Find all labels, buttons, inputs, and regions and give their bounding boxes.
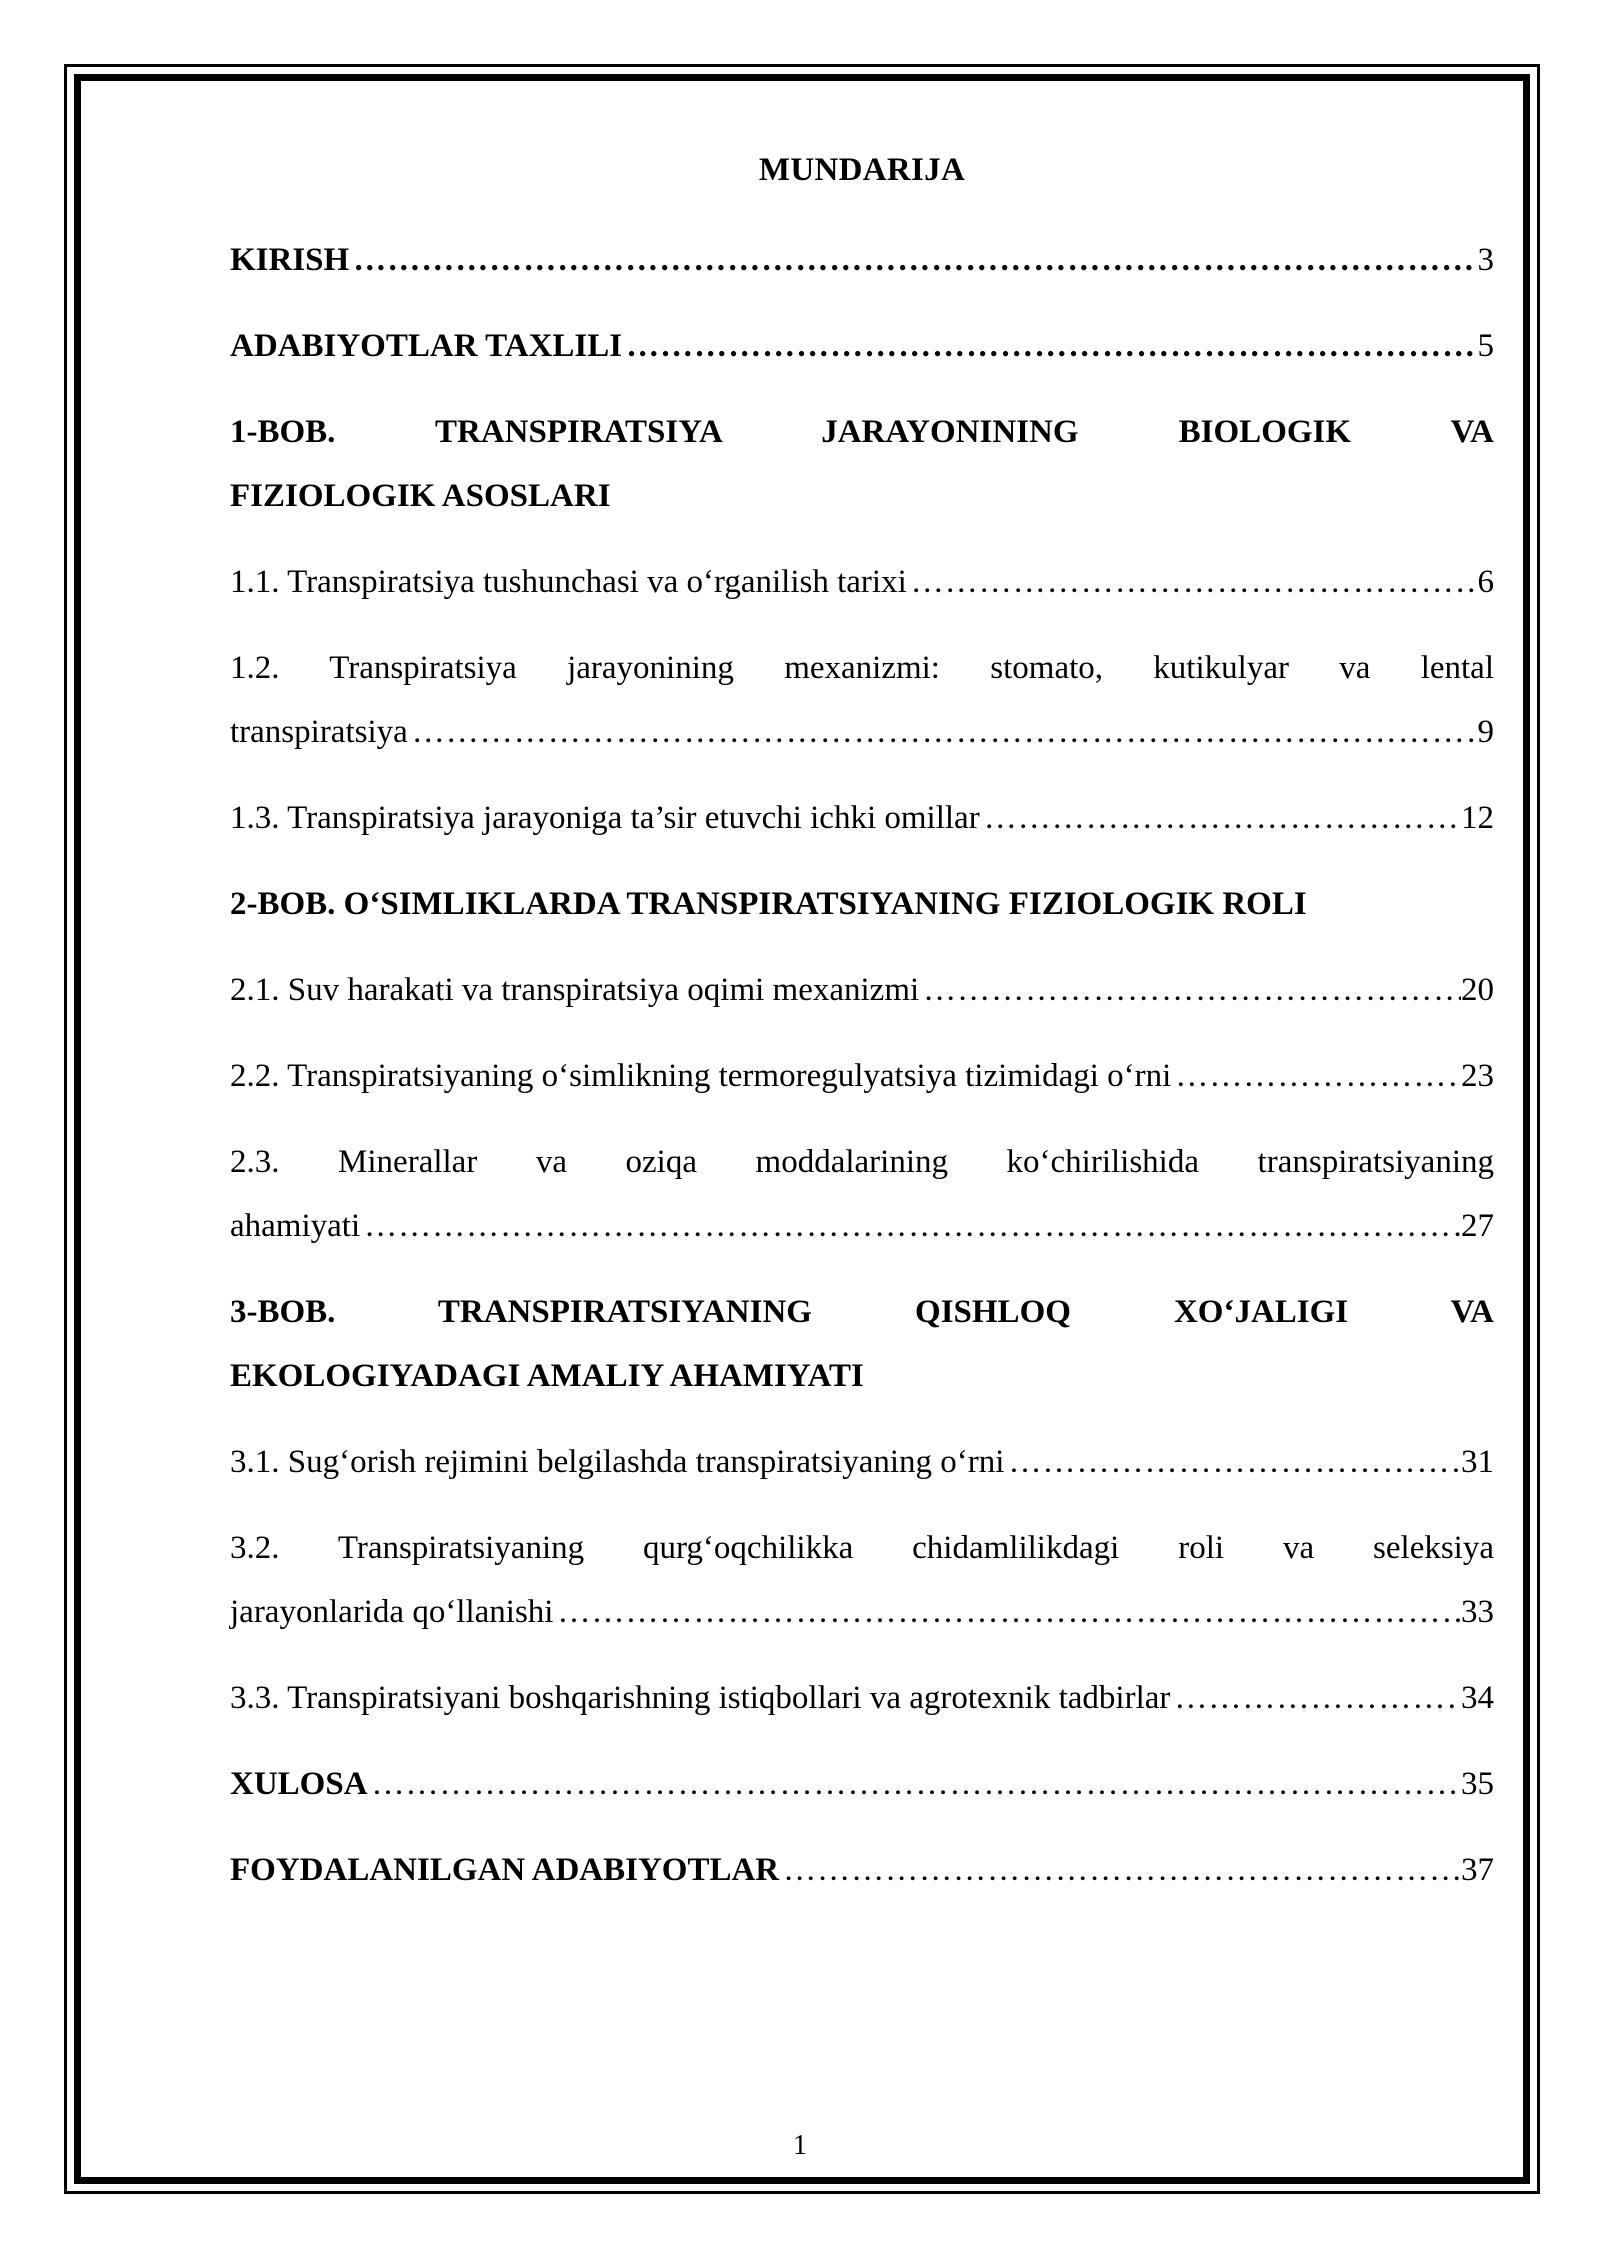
toc-entry-xulosa (230, 1752, 1494, 1816)
toc-entry-3-3 (230, 1666, 1494, 1730)
toc-chapter-3 (230, 1280, 1494, 1408)
dot-leader (980, 786, 1461, 850)
dot-leader (360, 1194, 1461, 1258)
dot-leader (553, 1580, 1461, 1644)
toc-page-number: 23 (1461, 1058, 1494, 1094)
toc-page-number: 20 (1461, 972, 1494, 1008)
toc-chapter-line: 2-BOB. O‘SIMLIKLARDA TRANSPIRATSIYANING FIZIOLOGIK ROLI (230, 886, 1307, 922)
toc-entry-text: KIRISH (230, 242, 350, 278)
toc-chapter-1 (230, 400, 1494, 528)
toc-entry-3-1 (230, 1430, 1494, 1494)
toc-page-number: 35 (1461, 1766, 1494, 1802)
toc-entry-text: ADABIYOTLAR TAXLILI (230, 328, 623, 364)
dot-leader (1004, 1430, 1461, 1494)
toc-entry-adabiyotlar (230, 314, 1494, 378)
toc-page-number: 5 (1477, 328, 1494, 364)
toc-entry-3-2 (230, 1516, 1494, 1644)
toc-entry-2-1 (230, 958, 1494, 1022)
toc-entry-1-1 (230, 550, 1494, 614)
toc-entry-2-3 (230, 1130, 1494, 1258)
toc-chapter-line: 1-BOB. TRANSPIRATSIYA JARAYONINING BIOLOGIK VA (230, 414, 1494, 450)
toc-entry-text: 2.1. Suv harakati va transpiratsiya oqimi mexanizmi (230, 972, 920, 1008)
toc-entry-foydalanilgan (230, 1838, 1494, 1902)
dot-leader (349, 228, 1477, 292)
toc-page-number: 34 (1461, 1680, 1494, 1716)
toc-entry-text: FOYDALANILGAN ADABIYOTLAR (230, 1852, 780, 1888)
toc-page-number: 33 (1461, 1594, 1494, 1630)
toc-entry-text: 3.1. Sug‘orish rejimini belgilashda transpiratsiyaning o‘rni (230, 1444, 1005, 1480)
toc-page-number: 31 (1461, 1444, 1494, 1480)
toc-entry-line: 3.2. Transpiratsiyaning qurg‘oqchilikka chidamlilikdagi roli va seleksiya (230, 1530, 1494, 1566)
page-title: MUNDARIJA (758, 152, 966, 188)
toc-entry-text: 3.3. Transpiratsiyani boshqarishning istiqbollari va agrotexnik tadbirlar (230, 1680, 1171, 1716)
toc-chapter-line: EKOLOGIYADAGI AMALIY AHAMIYATI (230, 1358, 864, 1394)
toc-page-number: 3 (1477, 242, 1494, 278)
toc-entry-kirish (230, 228, 1494, 292)
toc-chapter-line: 3-BOB. TRANSPIRATSIYANING QISHLOQ XO‘JALIGI VA (230, 1294, 1494, 1330)
toc-entry-line: 2.3. Minerallar va oziqa moddalarining ko‘chirilishida transpiratsiyaning (230, 1144, 1494, 1180)
toc-entry-1-2 (230, 636, 1494, 764)
dot-leader (368, 1752, 1461, 1816)
dot-leader (408, 700, 1478, 764)
dot-leader (919, 958, 1461, 1022)
toc-entry-text: ahamiyati (230, 1208, 361, 1244)
table-of-contents (230, 150, 1494, 1924)
toc-entry-text: jarayonlarida qo‘llanishi (230, 1594, 554, 1630)
toc-page-number: 37 (1461, 1852, 1494, 1888)
toc-page-number: 6 (1477, 564, 1494, 600)
toc-chapter-2 (230, 872, 1494, 936)
dot-leader (907, 550, 1478, 614)
toc-entry-text: transpiratsiya (230, 714, 408, 750)
dot-leader (1171, 1044, 1461, 1108)
toc-page-number: 12 (1461, 800, 1494, 836)
toc-entry-text: 1.3. Transpiratsiya jarayoniga ta’sir etuvchi ichki omillar (230, 800, 980, 836)
toc-entry-2-2 (230, 1044, 1494, 1108)
toc-entry-line: 1.2. Transpiratsiya jarayonining mexanizmi: stomato, kutikulyar va lental (230, 650, 1494, 686)
toc-page-number: 27 (1461, 1208, 1494, 1244)
dot-leader (622, 314, 1477, 378)
toc-entry-text: XULOSA (230, 1766, 368, 1802)
dot-leader (1170, 1666, 1461, 1730)
page-number: 1 (793, 2130, 807, 2161)
toc-entry-1-3 (230, 786, 1494, 850)
toc-entry-text: 1.1. Transpiratsiya tushunchasi va o‘rganilish tarixi (230, 564, 907, 600)
dot-leader (779, 1838, 1461, 1902)
toc-chapter-line: FIZIOLOGIK ASOSLARI (230, 478, 611, 514)
toc-entry-text: 2.2. Transpiratsiyaning o‘simlikning termoregulyatsiya tizimidagi o‘rni (230, 1058, 1172, 1094)
toc-page-number: 9 (1477, 714, 1494, 750)
